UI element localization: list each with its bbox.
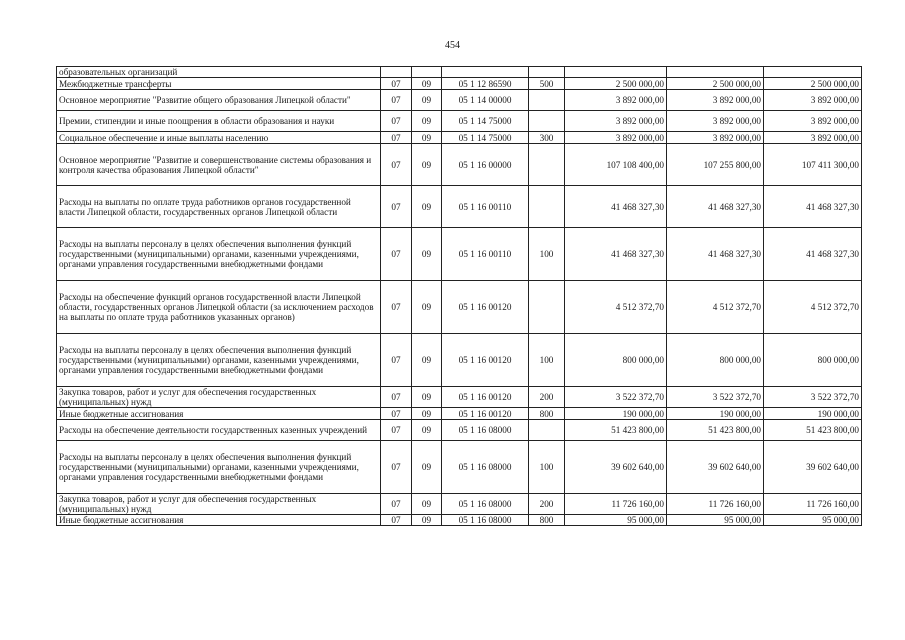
table-row [57, 281, 862, 334]
cell-amount-year3: 800 000,00 [764, 334, 862, 387]
cell-expense-type: 300 [529, 132, 565, 144]
page-number: 454 [445, 40, 460, 51]
cell-expense-type [529, 67, 565, 78]
table-row [57, 111, 862, 132]
cell-name: Иные бюджетные ассигнования [57, 515, 381, 526]
cell-amount-year2: 95 000,00 [667, 515, 764, 526]
cell-amount-year3 [764, 67, 862, 78]
cell-section: 07 [381, 408, 412, 420]
table-row [57, 144, 862, 186]
cell-subsection: 09 [412, 387, 442, 408]
table-row [57, 67, 862, 78]
cell-amount-year2 [667, 67, 764, 78]
cell-amount-year3: 107 411 300,00 [764, 144, 862, 186]
cell-target-article: 05 1 16 00120 [442, 408, 529, 420]
cell-section: 07 [381, 281, 412, 334]
cell-section: 07 [381, 494, 412, 515]
cell-target-article: 05 1 16 08000 [442, 494, 529, 515]
cell-subsection: 09 [412, 186, 442, 228]
table-body [57, 67, 862, 526]
cell-amount-year1: 95 000,00 [565, 515, 667, 526]
cell-amount-year2: 190 000,00 [667, 408, 764, 420]
cell-section: 07 [381, 78, 412, 90]
cell-amount-year1: 3 522 372,70 [565, 387, 667, 408]
cell-name: Расходы на выплаты персоналу в целях обеспечения выполнения функций государственными (муниципальными) органами, казенными учреждениями, органами управления государственными внебюджетными фондами [57, 334, 381, 387]
cell-amount-year2: 2 500 000,00 [667, 78, 764, 90]
cell-section [381, 67, 412, 78]
cell-amount-year3: 11 726 160,00 [764, 494, 862, 515]
cell-subsection [412, 67, 442, 78]
cell-subsection: 09 [412, 144, 442, 186]
cell-section: 07 [381, 111, 412, 132]
table-row [57, 515, 862, 526]
table-row [57, 334, 862, 387]
cell-amount-year1: 39 602 640,00 [565, 441, 667, 494]
cell-name: Расходы на выплаты персоналу в целях обеспечения выполнения функций государственными (муниципальными) органами, казенными учреждениями, органами управления государственными внебюджетными фондами [57, 441, 381, 494]
cell-amount-year3: 41 468 327,30 [764, 228, 862, 281]
cell-target-article: 05 1 16 08000 [442, 420, 529, 441]
cell-expense-type: 500 [529, 78, 565, 90]
cell-section: 07 [381, 186, 412, 228]
cell-target-article: 05 1 16 08000 [442, 515, 529, 526]
cell-expense-type [529, 111, 565, 132]
cell-target-article: 05 1 14 75000 [442, 111, 529, 132]
cell-section: 07 [381, 515, 412, 526]
cell-amount-year2: 41 468 327,30 [667, 186, 764, 228]
cell-name: Социальное обеспечение и иные выплаты населению [57, 132, 381, 144]
cell-subsection: 09 [412, 408, 442, 420]
table-row [57, 408, 862, 420]
cell-amount-year3: 3 892 000,00 [764, 132, 862, 144]
cell-expense-type [529, 144, 565, 186]
cell-subsection: 09 [412, 228, 442, 281]
table-row [57, 441, 862, 494]
cell-amount-year2: 39 602 640,00 [667, 441, 764, 494]
table-row [57, 228, 862, 281]
cell-section: 07 [381, 132, 412, 144]
table-row [57, 78, 862, 90]
cell-expense-type: 100 [529, 228, 565, 281]
cell-amount-year2: 4 512 372,70 [667, 281, 764, 334]
cell-amount-year2: 107 255 800,00 [667, 144, 764, 186]
cell-target-article: 05 1 16 00110 [442, 186, 529, 228]
cell-amount-year2: 3 892 000,00 [667, 132, 764, 144]
cell-expense-type: 200 [529, 387, 565, 408]
cell-name: Основное мероприятие "Развитие общего образования Липецкой области" [57, 90, 381, 111]
table-row [57, 186, 862, 228]
cell-subsection: 09 [412, 420, 442, 441]
cell-amount-year2: 3 522 372,70 [667, 387, 764, 408]
cell-expense-type [529, 90, 565, 111]
budget-table [56, 66, 862, 526]
cell-amount-year3: 95 000,00 [764, 515, 862, 526]
cell-amount-year3: 41 468 327,30 [764, 186, 862, 228]
cell-section: 07 [381, 90, 412, 111]
cell-amount-year2: 3 892 000,00 [667, 90, 764, 111]
cell-name: Закупка товаров, работ и услуг для обеспечения государственных (муниципальных) нужд [57, 387, 381, 408]
cell-section: 07 [381, 441, 412, 494]
cell-target-article: 05 1 16 00120 [442, 387, 529, 408]
cell-name: Расходы на обеспечение деятельности государственных казенных учреждений [57, 420, 381, 441]
table-row [57, 420, 862, 441]
cell-subsection: 09 [412, 441, 442, 494]
cell-target-article: 05 1 16 00110 [442, 228, 529, 281]
cell-target-article: 05 1 14 00000 [442, 90, 529, 111]
cell-amount-year1: 3 892 000,00 [565, 90, 667, 111]
cell-amount-year3: 3 892 000,00 [764, 111, 862, 132]
cell-amount-year1: 41 468 327,30 [565, 186, 667, 228]
cell-section: 07 [381, 228, 412, 281]
cell-section: 07 [381, 334, 412, 387]
cell-amount-year1: 190 000,00 [565, 408, 667, 420]
cell-name: Расходы на выплаты по оплате труда работников органов государственной власти Липецкой области, государственных органов Липецкой области [57, 186, 381, 228]
cell-name: Иные бюджетные ассигнования [57, 408, 381, 420]
cell-name: образовательных организаций [57, 67, 381, 78]
cell-target-article: 05 1 14 75000 [442, 132, 529, 144]
cell-amount-year1: 107 108 400,00 [565, 144, 667, 186]
table-row [57, 132, 862, 144]
cell-amount-year1: 3 892 000,00 [565, 111, 667, 132]
cell-subsection: 09 [412, 281, 442, 334]
cell-expense-type [529, 186, 565, 228]
cell-expense-type: 800 [529, 408, 565, 420]
cell-amount-year3: 51 423 800,00 [764, 420, 862, 441]
cell-expense-type: 100 [529, 441, 565, 494]
cell-subsection: 09 [412, 90, 442, 111]
cell-subsection: 09 [412, 334, 442, 387]
cell-amount-year2: 11 726 160,00 [667, 494, 764, 515]
table-row [57, 387, 862, 408]
cell-amount-year1: 51 423 800,00 [565, 420, 667, 441]
cell-expense-type [529, 281, 565, 334]
cell-amount-year1: 4 512 372,70 [565, 281, 667, 334]
cell-name: Расходы на обеспечение функций органов государственной власти Липецкой области, государственных органов Липецкой области (за исключением расходов на выплаты по оплате труда работников указанных органов) [57, 281, 381, 334]
cell-amount-year3: 4 512 372,70 [764, 281, 862, 334]
cell-amount-year3: 3 892 000,00 [764, 90, 862, 111]
cell-amount-year1: 3 892 000,00 [565, 132, 667, 144]
cell-amount-year2: 800 000,00 [667, 334, 764, 387]
cell-subsection: 09 [412, 111, 442, 132]
cell-amount-year2: 3 892 000,00 [667, 111, 764, 132]
cell-amount-year1: 11 726 160,00 [565, 494, 667, 515]
cell-amount-year3: 190 000,00 [764, 408, 862, 420]
cell-target-article: 05 1 12 86590 [442, 78, 529, 90]
cell-subsection: 09 [412, 494, 442, 515]
cell-name: Межбюджетные трансферты [57, 78, 381, 90]
cell-name: Расходы на выплаты персоналу в целях обеспечения выполнения функций государственными (муниципальными) органами, казенными учреждениями, органами управления государственными внебюджетными фондами [57, 228, 381, 281]
table-row [57, 494, 862, 515]
cell-amount-year1 [565, 67, 667, 78]
cell-subsection: 09 [412, 132, 442, 144]
cell-name: Премии, стипендии и иные поощрения в области образования и науки [57, 111, 381, 132]
cell-expense-type [529, 420, 565, 441]
cell-target-article: 05 1 16 08000 [442, 441, 529, 494]
cell-name: Основное мероприятие "Развитие и совершенствование системы образования и контроля качества образования Липецкой области" [57, 144, 381, 186]
table-row [57, 90, 862, 111]
cell-amount-year1: 2 500 000,00 [565, 78, 667, 90]
cell-section: 07 [381, 420, 412, 441]
cell-target-article: 05 1 16 00120 [442, 334, 529, 387]
cell-section: 07 [381, 144, 412, 186]
cell-amount-year3: 3 522 372,70 [764, 387, 862, 408]
cell-amount-year2: 41 468 327,30 [667, 228, 764, 281]
cell-amount-year3: 2 500 000,00 [764, 78, 862, 90]
cell-amount-year1: 41 468 327,30 [565, 228, 667, 281]
cell-subsection: 09 [412, 78, 442, 90]
cell-target-article [442, 67, 529, 78]
cell-expense-type: 800 [529, 515, 565, 526]
cell-section: 07 [381, 387, 412, 408]
cell-amount-year2: 51 423 800,00 [667, 420, 764, 441]
cell-expense-type: 100 [529, 334, 565, 387]
cell-target-article: 05 1 16 00000 [442, 144, 529, 186]
cell-subsection: 09 [412, 515, 442, 526]
cell-target-article: 05 1 16 00120 [442, 281, 529, 334]
cell-name: Закупка товаров, работ и услуг для обеспечения государственных (муниципальных) нужд [57, 494, 381, 515]
cell-amount-year3: 39 602 640,00 [764, 441, 862, 494]
cell-amount-year1: 800 000,00 [565, 334, 667, 387]
cell-expense-type: 200 [529, 494, 565, 515]
